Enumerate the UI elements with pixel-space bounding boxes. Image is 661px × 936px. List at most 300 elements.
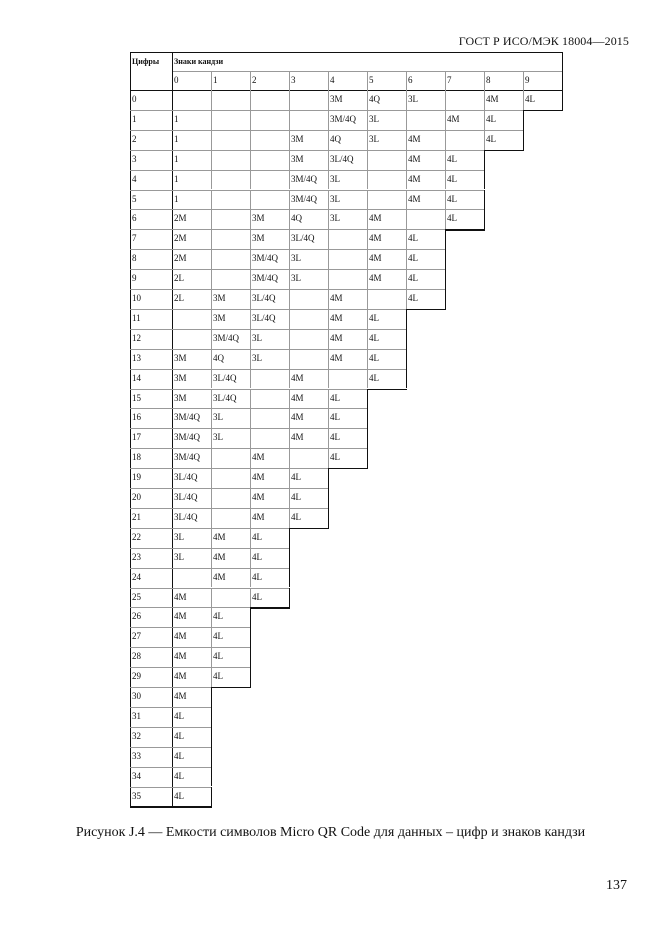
grid-line	[289, 548, 290, 568]
table-cell	[172, 90, 211, 110]
table-cell: 1	[174, 173, 179, 184]
table-cell	[250, 190, 289, 210]
table-cell: 4M	[291, 412, 304, 423]
grid-line	[289, 488, 290, 508]
table-cell: 4Q	[213, 352, 224, 363]
table-cell: 4M	[369, 213, 382, 224]
table-cell: 4M	[447, 113, 460, 124]
grid-line	[328, 408, 329, 428]
table-cell: 3L	[330, 173, 340, 184]
grid-line	[211, 389, 212, 409]
grid-line	[406, 349, 407, 369]
row-label: 27	[132, 631, 141, 642]
table-cell	[250, 369, 289, 389]
table-cell	[328, 369, 367, 389]
grid-line	[328, 249, 329, 269]
grid-line	[289, 528, 329, 529]
grid-line	[523, 90, 524, 110]
grid-line	[130, 787, 211, 788]
grid-line	[130, 806, 212, 807]
grid-line	[406, 190, 407, 210]
table-cell: 3L	[213, 432, 223, 443]
table-cell	[328, 249, 367, 269]
row-label: 17	[132, 432, 141, 443]
grid-line	[445, 110, 446, 130]
table-cell: 4L	[174, 710, 184, 721]
table-cell	[250, 110, 289, 130]
table-cell: 3M	[174, 392, 187, 403]
grid-line	[289, 568, 290, 588]
table-cell: 4M	[252, 472, 265, 483]
table-cell: 4M	[486, 94, 499, 104]
row-label: 3	[132, 153, 137, 164]
grid-line	[328, 269, 329, 289]
grid-line	[211, 647, 212, 667]
table-cell: 2M	[174, 233, 187, 244]
grid-line	[250, 249, 251, 269]
table-cell: 4L	[408, 233, 418, 244]
grid-line	[130, 269, 445, 270]
table-cell: 4L	[330, 432, 340, 443]
table-cell: 3L/4Q	[174, 492, 198, 502]
grid-line	[250, 150, 251, 170]
grid-line	[484, 90, 485, 110]
grid-line	[211, 667, 212, 687]
table-cell: 3M	[174, 352, 187, 363]
grid-line	[445, 269, 446, 289]
row-label: 22	[132, 531, 141, 542]
row-label: 23	[132, 551, 141, 562]
grid-line	[406, 110, 407, 130]
table-cell: 4M	[330, 332, 343, 343]
table-cell: 3M	[252, 233, 265, 244]
table-cell: 3M/4Q	[174, 432, 201, 443]
grid-line	[250, 408, 251, 428]
row-label: 30	[132, 691, 141, 701]
table-cell	[250, 170, 289, 190]
table-cell	[406, 209, 445, 229]
grid-line	[367, 428, 368, 448]
row-label: 21	[132, 511, 141, 522]
table-cell: 4M	[369, 273, 382, 284]
grid-line	[130, 190, 484, 191]
grid-line	[484, 170, 485, 190]
grid-line	[250, 448, 251, 468]
table-cell	[367, 190, 406, 210]
grid-line	[523, 110, 563, 111]
column-label: 4	[330, 75, 335, 85]
grid-line	[406, 329, 407, 349]
table-cell	[211, 209, 250, 229]
table-cell: 4M	[213, 571, 226, 582]
grid-line	[523, 110, 524, 130]
grid-line	[211, 448, 212, 468]
table-cell: 4L	[291, 492, 301, 502]
table-cell: 3L	[291, 273, 301, 284]
grid-line	[406, 229, 407, 249]
grid-line	[367, 389, 368, 409]
grid-line	[289, 408, 290, 428]
table-cell: 4M	[174, 611, 187, 622]
grid-line	[211, 687, 251, 688]
grid-line	[328, 289, 329, 309]
table-cell: 4M	[291, 372, 304, 383]
grid-line	[211, 289, 212, 309]
table-cell	[250, 130, 289, 150]
table-cell: 4L	[447, 213, 457, 224]
grid-line	[367, 369, 368, 389]
table-cell: 1	[174, 133, 179, 144]
row-label: 1	[132, 113, 137, 124]
table-cell: 4L	[213, 651, 223, 662]
grid-line	[130, 568, 289, 569]
grid-line	[250, 269, 251, 289]
table-cell: 3L/4Q	[213, 392, 237, 403]
grid-line	[445, 229, 485, 230]
table-cell: 3M/4Q	[330, 113, 357, 124]
table-cell	[250, 150, 289, 170]
grid-line	[250, 667, 251, 687]
grid-line	[367, 229, 368, 249]
table-cell: 4M	[252, 511, 265, 522]
grid-line	[250, 428, 251, 448]
grid-line	[211, 747, 212, 767]
grid-line	[250, 209, 251, 229]
grid-line	[130, 329, 406, 330]
grid-line	[406, 170, 407, 190]
grid-line	[211, 687, 212, 707]
table-cell	[328, 269, 367, 289]
table-cell: 3M	[330, 94, 343, 104]
column-label: 5	[369, 75, 374, 85]
grid-line	[211, 110, 212, 130]
row-label: 19	[132, 472, 141, 483]
table-cell: 3M/4Q	[252, 253, 279, 264]
table-cell	[211, 448, 250, 468]
grid-line	[289, 249, 290, 269]
grid-line	[211, 150, 212, 170]
table-cell: 3M/4Q	[174, 412, 201, 423]
column-label: 3	[291, 75, 296, 85]
grid-line	[328, 329, 329, 349]
row-label: 26	[132, 611, 141, 622]
table-cell: 4M	[213, 531, 226, 542]
table-cell: 3M/4Q	[291, 193, 318, 204]
table-cell: 2M	[174, 253, 187, 264]
grid-line	[130, 389, 406, 390]
grid-line	[289, 110, 290, 130]
table-cell	[406, 110, 445, 130]
table-cell	[289, 289, 328, 309]
row-label: 16	[132, 412, 141, 423]
grid-line	[289, 209, 290, 229]
table-cell	[289, 90, 328, 110]
grid-line	[211, 607, 212, 627]
column-label: 9	[525, 75, 530, 85]
grid-line	[250, 170, 251, 190]
grid-line	[250, 568, 251, 588]
grid-line	[211, 488, 212, 508]
table-cell: 3L	[330, 193, 340, 204]
table-cell: 4M	[408, 173, 421, 184]
grid-line	[367, 349, 368, 369]
table-cell	[211, 508, 250, 528]
table-cell: 4L	[447, 193, 457, 204]
grid-line	[328, 448, 329, 468]
table-cell: 4L	[447, 153, 457, 164]
grid-line	[367, 190, 368, 210]
table-cell	[367, 289, 406, 309]
grid-line	[523, 130, 524, 150]
table-cell: 4M	[369, 253, 382, 264]
grid-line	[367, 90, 368, 110]
grid-line	[211, 568, 212, 588]
grid-line	[367, 289, 368, 309]
table-cell: 4M	[252, 452, 265, 463]
grid-line	[130, 289, 445, 290]
table-cell: 4M	[291, 392, 304, 403]
table-cell: 4L	[213, 631, 223, 642]
grid-line	[211, 90, 212, 110]
table-cell: 3M/4Q	[252, 273, 279, 284]
grid-line	[367, 71, 368, 90]
table-cell	[211, 110, 250, 130]
table-cell: 4M	[174, 631, 187, 642]
grid-line	[250, 369, 251, 389]
table-cell: 4L	[369, 352, 379, 363]
table-cell	[211, 588, 250, 608]
table-cell	[289, 329, 328, 349]
grid-line	[130, 408, 367, 409]
grid-line	[289, 229, 290, 249]
table-cell: 4L	[252, 551, 262, 562]
grid-line	[289, 90, 290, 110]
grid-line	[130, 667, 250, 668]
table-cell: 4M	[408, 133, 421, 144]
grid-line	[130, 369, 406, 370]
grid-line	[367, 448, 368, 468]
grid-line	[445, 249, 446, 269]
column-label: 1	[213, 75, 218, 85]
grid-line	[328, 508, 329, 528]
grid-line	[445, 90, 446, 110]
table-cell: 4M	[330, 352, 343, 363]
table-cell: 3M/4Q	[213, 332, 240, 343]
row-header-label: Цифры	[132, 57, 160, 66]
column-group-label: Знаки кандзи	[174, 57, 224, 66]
table-cell: 3L	[330, 213, 340, 224]
table-cell: 4M	[174, 591, 187, 602]
row-label: 11	[132, 312, 141, 323]
table-cell: 3L	[291, 253, 301, 264]
table-cell: 2M	[174, 213, 187, 224]
grid-line	[328, 170, 329, 190]
grid-line	[328, 110, 329, 130]
table-cell: 4L	[408, 253, 418, 264]
grid-line	[406, 130, 407, 150]
table-cell: 3L	[252, 352, 262, 363]
grid-line	[367, 130, 368, 150]
grid-line	[328, 389, 329, 409]
row-label: 35	[132, 790, 141, 801]
grid-line	[130, 170, 484, 171]
table-cell: 3M	[252, 213, 265, 224]
grid-line	[130, 309, 445, 310]
table-cell	[445, 90, 484, 110]
row-label: 4	[132, 173, 137, 184]
row-label: 7	[132, 233, 137, 244]
grid-line	[367, 249, 368, 269]
table-cell: 3L/4Q	[330, 153, 354, 164]
table-cell: 4L	[174, 770, 184, 781]
table-cell: 4L	[174, 730, 184, 741]
grid-line	[130, 448, 367, 449]
table-cell: 4L	[252, 571, 262, 582]
table-cell: 3L	[213, 412, 223, 423]
table-cell: 3M	[291, 153, 304, 164]
grid-line	[250, 607, 290, 608]
table-cell: 4L	[369, 372, 379, 383]
table-cell: 4L	[486, 113, 496, 124]
table-cell: 3L	[369, 133, 379, 144]
grid-line	[211, 229, 212, 249]
grid-line	[211, 170, 212, 190]
table-cell: 3L	[174, 531, 184, 542]
table-cell	[211, 229, 250, 249]
grid-line	[406, 90, 407, 110]
grid-line	[250, 488, 251, 508]
grid-line	[130, 249, 445, 250]
table-cell	[367, 150, 406, 170]
grid-line	[367, 329, 368, 349]
grid-line	[445, 150, 446, 170]
table-cell	[211, 468, 250, 488]
grid-line	[130, 130, 523, 131]
table-cell: 4L	[369, 312, 379, 323]
document-header: ГОСТ Р ИСО/МЭК 18004—2015	[458, 34, 629, 48]
table-cell: 2L	[174, 273, 184, 284]
table-cell	[367, 170, 406, 190]
grid-line	[445, 229, 446, 249]
grid-line	[250, 289, 251, 309]
grid-line	[211, 249, 212, 269]
grid-line	[211, 209, 212, 229]
table-cell: 4L	[252, 531, 262, 542]
grid-line	[250, 349, 251, 369]
grid-line	[250, 229, 251, 249]
grid-line	[406, 369, 407, 389]
row-label: 28	[132, 651, 141, 662]
table-cell: 4L	[525, 94, 535, 104]
grid-line	[328, 428, 329, 448]
row-label: 12	[132, 332, 141, 343]
grid-line	[289, 448, 290, 468]
grid-line	[250, 90, 251, 110]
table-cell: 4L	[213, 671, 223, 682]
grid-line	[406, 209, 407, 229]
grid-line	[328, 349, 329, 369]
table-cell: 4L	[408, 273, 418, 284]
grid-line	[211, 309, 212, 329]
table-cell: 4M	[252, 492, 265, 502]
capacity-table	[130, 52, 561, 801]
grid-line	[367, 170, 368, 190]
column-label: 2	[252, 75, 257, 85]
table-cell: 2L	[174, 293, 184, 303]
row-label: 24	[132, 571, 141, 582]
grid-line	[211, 727, 212, 747]
grid-line	[289, 190, 290, 210]
column-label: 7	[447, 75, 452, 85]
grid-line	[445, 190, 446, 210]
grid-line	[250, 627, 251, 647]
column-label: 8	[486, 75, 491, 85]
grid-line	[250, 71, 251, 90]
grid-line	[130, 209, 484, 210]
table-cell: 4L	[447, 173, 457, 184]
grid-line	[250, 548, 251, 568]
column-label: 6	[408, 75, 413, 85]
row-label: 32	[132, 730, 141, 741]
grid-line	[289, 468, 290, 488]
grid-line	[367, 408, 368, 428]
table-cell: 4L	[291, 472, 301, 483]
table-cell: 1	[174, 113, 179, 124]
grid-line	[250, 110, 251, 130]
grid-line	[211, 468, 212, 488]
grid-line	[250, 389, 251, 409]
table-cell: 3L/4Q	[252, 312, 276, 323]
grid-line	[367, 110, 368, 130]
table-cell	[289, 349, 328, 369]
table-cell: 3M	[213, 293, 226, 303]
grid-line	[211, 548, 212, 568]
table-cell: 3L/4Q	[252, 293, 276, 303]
grid-line	[328, 90, 329, 110]
grid-line	[484, 110, 485, 130]
table-cell: 4Q	[330, 133, 341, 144]
page-number: 137	[606, 878, 627, 893]
column-label: 0	[174, 75, 179, 85]
table-cell: 4L	[408, 293, 418, 303]
grid-line	[211, 329, 212, 349]
grid-line	[130, 508, 328, 509]
table-cell	[172, 329, 211, 349]
table-cell	[172, 568, 211, 588]
table-cell: 3M/4Q	[174, 452, 201, 463]
grid-line	[130, 647, 250, 648]
row-label: 9	[132, 273, 137, 284]
table-cell: 4M	[174, 691, 187, 701]
row-label: 10	[132, 293, 141, 303]
grid-line	[328, 150, 329, 170]
table-cell: 4M	[369, 233, 382, 244]
table-cell	[211, 170, 250, 190]
table-cell	[211, 90, 250, 110]
grid-line	[289, 289, 290, 309]
grid-line	[211, 408, 212, 428]
grid-line	[250, 329, 251, 349]
grid-line	[211, 369, 212, 389]
grid-line	[211, 588, 212, 608]
figure-caption: Рисунок J.4 — Емкости символов Micro QR Code для данных – цифр и знаков кандзи	[75, 825, 586, 840]
grid-line	[211, 190, 212, 210]
table-cell: 4L	[291, 511, 301, 522]
grid-line	[406, 71, 407, 90]
grid-line	[406, 269, 407, 289]
table-cell: 4L	[174, 790, 184, 801]
grid-line	[130, 150, 523, 151]
